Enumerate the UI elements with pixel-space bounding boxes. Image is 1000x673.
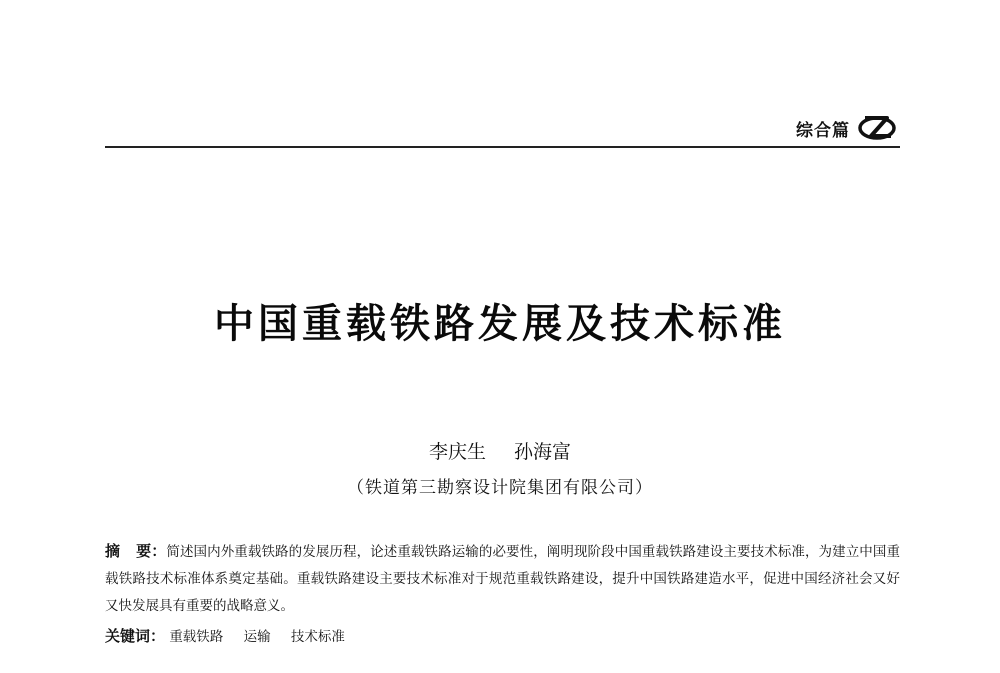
keyword: 运输 xyxy=(243,629,271,645)
keyword: 重载铁路 xyxy=(169,629,224,645)
keyword: 技术标准 xyxy=(290,629,345,645)
section-label: 综合篇 xyxy=(796,121,850,141)
paper-title: 中国重载铁路发展及技术标准 xyxy=(214,301,786,347)
page-header xyxy=(0,0,1000,150)
abstract-label: 摘 要： xyxy=(105,542,167,560)
author-name: 孙海富 xyxy=(514,441,572,463)
abstract xyxy=(105,538,900,620)
keywords-label: 关键词： xyxy=(105,627,166,645)
journal-logo-icon xyxy=(857,112,897,142)
keywords xyxy=(105,625,900,646)
header-rule xyxy=(105,146,900,148)
author-list xyxy=(0,437,1000,464)
abstract-text: 简述国内外重载铁路的发展历程，论述重载铁路运输的必要性，阐明现阶段中国重载铁路建设主要技术标准，为建立中国重载铁路技术标准体系奠定基础。重载铁路建设主要技术标准对于规范重载铁路建设，提升中国铁路建造水平，促进中国经济社会又好又快发展具有重要的战略意义。 xyxy=(105,544,900,614)
affiliation: （铁道第三勘察设计院集团有限公司） xyxy=(347,478,653,498)
author-name: 李庆生 xyxy=(428,441,486,463)
